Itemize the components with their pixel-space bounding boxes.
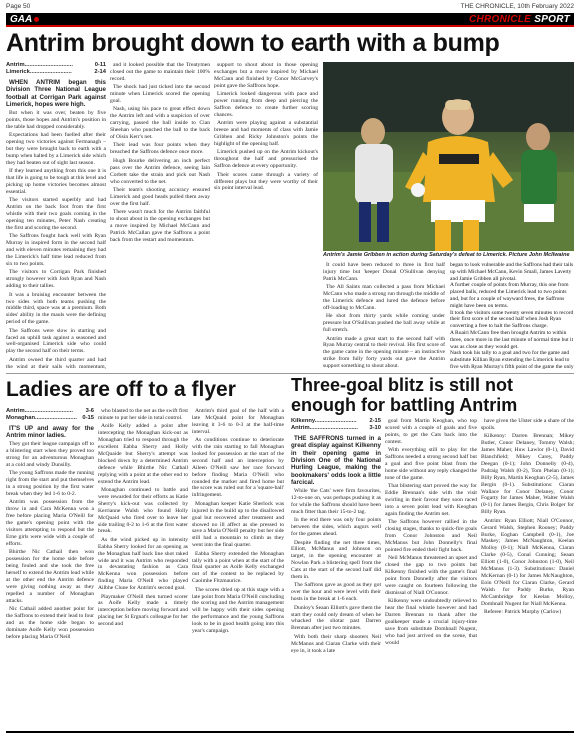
paragraph: He shot from thirty yards while coming under pressure but O'Sullivan pushed the ball away while at full stretch.	[323, 313, 445, 334]
paragraph: But when it was over, beaten by five points, those hopes and Antrim's position in the table had dropped considerably.	[6, 109, 106, 130]
paragraph: Eabha Sherry extended the Monaghan tally with a point when at the start of the final quarter as Aoife Kelly exchanged out of the contest to be replaced by Caoimhe Fitzmaurice.	[192, 550, 284, 585]
paragraph: Monaghan keeper Katie Sherlock was injured in the build up to the disallowed goal but recovered after treatment and showed no ill affect as she pressed to save a Maria O'Neill penalty but her side still had a mountain to climb as they went into the final quarter.	[192, 500, 284, 549]
paragraph: It took the visitors some twenty seven minutes to record their first score of the second half when Josh Ryan converting a free to halt the Saffrons charge.	[450, 309, 574, 330]
player-photo-illustration	[323, 62, 574, 251]
paragraph: A Ruairi McCann free then brought Antrim to within three, once more in the last minute of normal time but it was as close as they would get.	[450, 329, 574, 350]
paragraph: Dunloy's Seaan Elliott's gave them the start they could only dream of when he whacked the sliotar past Darren Brennan after just two minutes.	[291, 604, 381, 632]
ladies-score-1: Antrim.............................. 3-6	[6, 408, 94, 414]
paragraph: The young Saffrons made the running right from the start and put themselves in a strong position by the first water break when they led 1-6 to 0-2.	[6, 470, 94, 497]
paragraph: It was a bruising encounter between the two sides with both teams pushing the middle third, space was at a premium. Both sides' ability in the mauls were the defining period of the game.	[6, 291, 106, 326]
gaa-dot-icon	[34, 17, 39, 22]
paragraph: Their lead was four points when they breached the Saffrons defence once more.	[110, 142, 210, 156]
section-divider	[6, 373, 574, 374]
paragraph: Antrim owned the third quarter and had the wind at their sails with momentum,	[6, 356, 106, 370]
paragraph: Nash took his tally to a goal and two for the game and substitute Killian Ryan extending the Limerick lead to five with Ryan Murray's fifth point of the game the only	[450, 350, 574, 370]
paragraph: The shock had just ticked into the second minute when Limerick scored the opening goal.	[110, 84, 210, 105]
photo-caption: Antrim's Jamie Gribben in action during Saturday's defeat to Limerick. Picture John McIlwaine	[323, 252, 570, 258]
page-number: Page 50	[6, 3, 31, 10]
paragraph: Nic Cathail added another point for the Saffrons to extend their lead to four and as the home side began to dominate Aoife Kelly won possession before placing Maria O'Neill	[6, 605, 94, 640]
kilkenny-score-1: Kilkenny.......................... 2-15	[291, 418, 381, 424]
paragraph: WHEN ANTRIM began this Division Three National League football at Corrigan Park against Limerick, hopes were high.	[6, 78, 106, 109]
paragraph: With everything still to play for the Saffrons needed a strong second half but a goal and five point blast from the home side without any reply changed the tone of the game.	[385, 447, 477, 481]
paragraph: They got their league campaign off to a blistering start when they proved too strong for an adventurous Monaghan at a cold and windy Dunsilly.	[6, 441, 94, 468]
paragraph: Antrim were playing against a substantial breeze and had moments of class with Jamie Gribben and Ricky Johnston's points the highlight of the opening half.	[214, 120, 318, 147]
page-topline	[6, 2, 574, 12]
main-story-col-2	[110, 62, 210, 371]
score-line-2: Limerick.......................... 2-14	[6, 68, 106, 75]
paragraph: Referee: Patrick Murphy (Carlow)	[484, 608, 562, 615]
paragraph: THE SAFFRONS turned in a great display against Kilkenny in their opening game in Division One of the National Hurling League, making the bookmakers' odds look a little farcical.	[291, 434, 381, 487]
paragraph: support to shout about in those opening exchanges but a move inspired by Michael McCann and finished by Conor McGarvey's point gave the Saffrons hope.	[214, 62, 318, 89]
main-story-col-3	[214, 62, 318, 371]
kilkenny-headline: Three-goal blitz is still not enough for battling Antrim	[291, 375, 518, 415]
paragraph: That blistering start proved the way for Eddie Brennan's side with the visit swirling in their favour they soon raced into a seven point lead with Keoghan again finding the Antrim net.	[385, 483, 477, 517]
paragraph: and it looked possible that the Treatymen closed out the game to maintain their 100% record.	[110, 62, 210, 82]
main-headline: Antrim brought down to earth with a bump	[6, 29, 500, 57]
paragraph: Their scores came through a variety of different plays but they were worthy of their six point interval lead.	[214, 171, 318, 192]
section-label: GAA	[10, 14, 39, 25]
paragraph: Bhirthe Nic Cathail then won possession for the home side before being fouled and she took the free herself to extend the Antrim lead while at the other end the Antrim defence were giving nothing away as they repelled a number of Monaghan attacks.	[6, 549, 94, 604]
paragraph: The Saffrons gave as good as they got over the hour and were level with their hosts in the break at 1-6 each.	[291, 582, 381, 603]
paragraph: The Saffrons were slow in starting and faced an uphill task against a seasoned and well-organised Limerick side who could play the second half on their terms.	[6, 327, 106, 355]
paragraph: The visitors started superbly and had Antrim on the back foot from the first whistle with their two goals coming in the opening ten minutes, Peter Nash creating the first and scoring the second.	[6, 197, 106, 231]
publication-date: THE CHRONICLE, 10th February 2022	[460, 3, 574, 10]
paragraph: goal from Martin Keoghan, who top scored with a couple of goals and five points, to get the Cats back into the contest.	[385, 418, 477, 445]
match-photo	[323, 62, 574, 251]
paragraph: Kilkenny were undoubtedly relieved to hear the final whistle however and had Darren Brennan to thank after the goalkeeper made a crucial injury-time save from substitute Domhnall Nugent, who had just arrived on the scene, that would	[385, 598, 477, 646]
paragraph: The Saffrons however rallied in the closing stages, thanks to quick-fire goals from Conor Johnston and Neil McManus but John Donnelly's final pointed fire ended their fight back.	[385, 519, 477, 553]
paragraph: began to look vulnerable and the Saffrons had their tails up with Michael McCann, Kevin Small, James Laverty and Jamie Gribben all pivotal.	[450, 262, 574, 282]
footer-rule	[6, 731, 574, 733]
main-story-col-4	[323, 262, 445, 371]
ladies-col-2	[98, 408, 188, 728]
paragraph: Kilkenny: Darren Brennan; Mikey Butler, Conor Delaney, Tommy Walsh; James Maher, Huw Lawlor (0-1), David Blanchfield; Mikey Carey, Paddy Deegan (0-1); John Donnelly (0-4), Padraig Walsh (0-2), Tom Phelan (0-1); Billy Ryan, Martin Keoghan (2-5), James Bergin (0-1). Substitutions: Ciaran Wallace for Conor Delaney, Conor Fogarty for James Maher, Walter Walsh (0-1) for James Bergin, Chris Bolger for Billy Ryan.	[481, 433, 574, 516]
ladies-col-3	[192, 408, 284, 728]
paragraph: Nash, using his pace to great effect down the Antrim left and with a suspicion of over carrying, passed the ball inside to Cian Sheehan who punched the ball to the back of Oisin Kerr's net.	[110, 106, 210, 141]
paragraph: Limerick looked dangerous with pace and power running from deep and piercing the Saffron defence to create further scoring chances.	[214, 91, 318, 118]
paragraph: As the wind picked up in intensity Eabha Sherry looked for an opening as the Monaghan half back line shot raked wide and it was Antrim who responded in devastating fashion as Cara McKenna won possession before finding Maria O'Neill who played Ailbhe Clune for Antrim's second goal.	[98, 536, 188, 592]
paragraph: Antrim's third goal of the half with a late McQuaid point for Monaghan leaving it 3-6 to 0-3 at the half-time interval.	[192, 408, 284, 435]
brand-logo: CHRONICLE SPORT	[468, 14, 570, 25]
paragraph: The Saffrons fought back well with Ryan Murray in inspired form in the second half and with eleven minutes remaining they had the Limerick's half time lead reduced from six to two points.	[6, 233, 106, 267]
paragraph: A further couple of points from Murray, this one from placed balls, reduced the Limerick lead to two points and, but for a couple of wayward frees, the Saffrons might have been on terms.	[450, 282, 569, 309]
paragraph: In the end there was only four points between the sides, which augurs well for the games ahead.	[291, 517, 381, 538]
paragraph: While 'the Cats' were firm favourites, 12-to-one on, was perhaps pushing it as for while the Saffrons should have been much fitter than their 15-to-2 tag.	[291, 488, 381, 515]
teams-box	[450, 262, 574, 371]
paragraph: Aoife Kelly added a point after intercepting the Monaghan kick-out as Monaghan tried to respond through the excellent Eabha Sherry and Holly McQuaide but Sherry's attempt was blocked down by a determined Antrim defence while Bhirthe Nic Cathail replying with a point at the other end to extend the Antrim lead.	[98, 423, 188, 485]
paragraph: Antrim made a great start to the second half with Ryan Murray central to their revival. His first score of the game came in the opening minute – an instinctive strike from fully forty yards out gave the Antrim support something to shout about.	[323, 335, 445, 370]
paragraph: There wasn't much for the Antrim faithful to shout about in the opening exchanges but a move inspired by Michael McCann and Patrick McCallan gave the Saffrons a point back from the restart and momentum.	[110, 209, 210, 243]
paragraph: Neil McManus threatened an upset and closed the gap to two points but Kilkenny finished with the game's final point from Donnelly after the visitors were caught on fourteen following the dismissal of Niall O'Connor.	[385, 555, 477, 596]
paragraph: The scores dried up at this stage with a late point from Maria O'Neill concluding the scoring and the Antrim management will be happy with their sides opening the performance and the young Saffrons look to be in good health going into this year's campaign.	[192, 586, 284, 635]
paragraph: Limerick pushed up on the Antrim kickout's throughout the half and pressurised the Saffron defence at every opportunity.	[214, 149, 318, 170]
kilkenny-col-3	[481, 418, 574, 728]
main-story-col-1	[6, 62, 106, 371]
paragraph: Despite finding the net three times, Elliott, McManus and Johnson on target, in the opening encounter at Nowlan Park a blistering spell from the Cats at the start of the second half did them in.	[291, 539, 381, 581]
ladies-col-1	[6, 408, 94, 728]
paragraph: The visitors to Corrigan Park finished strongly however with Josh Ryan and Nash adding to their tallies.	[6, 269, 106, 290]
paragraph: With both their sharp shooters Neil McManus and Ciaran Clarke with their eye in, it took a late	[291, 633, 381, 654]
paragraph: Expectations had been fuelled after their opening two victories against Fermanagh – but they were brought back to earth with a bump when halted by a Limerick side which they had beaten out of sight last season.	[6, 132, 106, 166]
paragraph: Hugh Bourke delivering an inch perfect pass over the Antrim defence, seeing Iain Corbett take the strain and pick out Nash who converted to the net.	[110, 157, 210, 185]
ladies-headline: Ladies are off to a flyer	[6, 378, 236, 401]
paragraph: Their team's shooting accuracy ensured Limerick and good heads pulled them away over the first half.	[110, 186, 210, 207]
score-line-1: Antrim.............................. 0-11	[6, 62, 106, 68]
paragraph: Monaghan continued to battle and were rewarded for their efforts as Katie Sherry's kick-out was collected by Kerrianne Walsh who found Holly McQuaid who fired over to leave her side trailing 0-2 to 1-6 at the first water break.	[98, 486, 188, 535]
paragraph: It could have been reduced to three in first half injury time but 'keeper Donal O'Sullivan denying Patrik McCann.	[323, 262, 445, 282]
kilkenny-score-2: Antrim.............................. 3-10	[291, 424, 381, 431]
kilkenny-col-2	[385, 418, 477, 728]
paragraph: who blasted to the net as the swift first minute to put her side in total control.	[98, 408, 188, 421]
paragraph: IT'S UP and away for the Antrim minor ladies.	[6, 424, 94, 440]
paragraph: Playmaker O'Neill then turned scorer as Aoife Kelly made a timely interception before moving forward and placing her St Ergnat's colleague for her second and	[98, 593, 188, 628]
paragraph: As conditions continue to deteriorate with the rain starting to fall Monaghan looked for possession at the start of the second half and an interception by Aileen O'Neill saw her race forward before finding Maria O'Neill who rounded the marker and fired home but the score was ruled out for a 'square-ball' infringement.	[192, 437, 284, 499]
paragraph: Antrim: Ryan Elliott; Niall O'Connor, Gerard Walsh, Stephen Rooney; Paddy Burke, Eoghan Campbell (0-1), Joe Maskey; James McNaughton, Keelan Molloy (0-1); Niall McKenna, Ciaran Clarke (0-5), Conal Cunning; Seaan Elliott (1-0), Conor Johnston (1-0), Neil McManus (1-3). Substitutions: Daniel McKernan (0-1) for James McNaughton, Eoin O'Neill for Ciaran Clarke, Gerard Walsh for Paddy Burke, Ryan McCambridge for Keelan Molloy, Domhnall Nugent for Niall McKenna.	[481, 517, 574, 607]
paragraph: have given the Ulster side a share of the spoils.	[481, 418, 574, 431]
ladies-score-2: Monaghan.......................... 0-15	[6, 414, 94, 421]
kilkenny-col-1	[291, 418, 381, 728]
paragraph: Antrim was possession from the throw in and Cara McKenna won a free before placing Maria O'Neill for the game's opening point with the visitors attempting to respond but the Erne girls were wide with a couple of efforts.	[6, 499, 94, 547]
paragraph: If they learned anything from this one it is that life is going to be tough at this level and picking up home victories becomes almost essential.	[6, 168, 106, 195]
section-band	[6, 13, 574, 27]
paragraph: The All Saints man collected a pass from Michael McCann who made a strong run through the middle of the Limerick defence and lured the defence before off-loading to McCann.	[323, 284, 445, 311]
